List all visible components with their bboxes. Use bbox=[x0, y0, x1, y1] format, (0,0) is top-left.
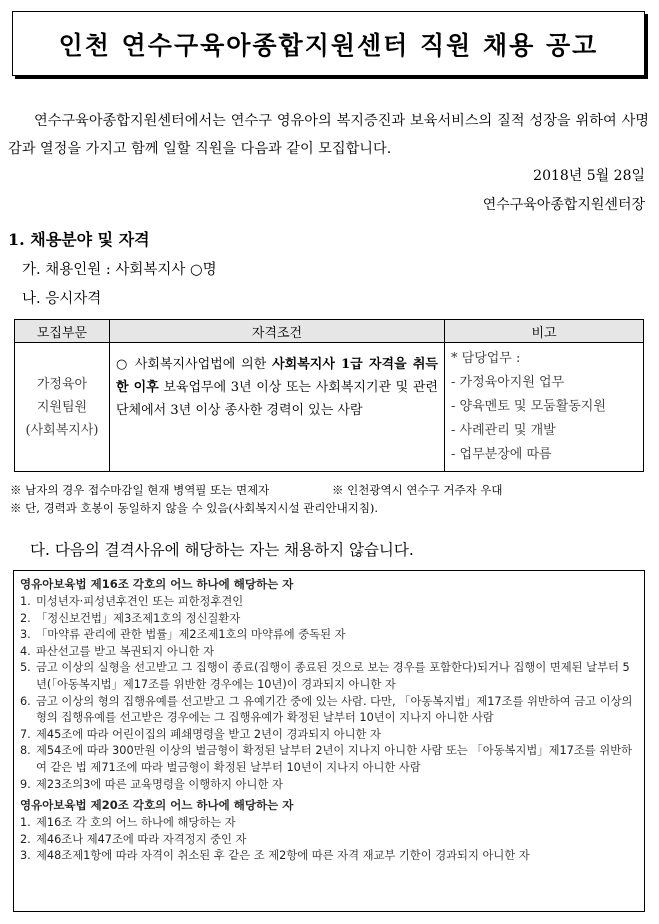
remark-line: - 가정육아지원 업무 bbox=[451, 375, 565, 390]
list-item-number: 1. bbox=[20, 816, 31, 830]
condition-pre: ○ 사회복지사업법에 의한 bbox=[116, 357, 273, 372]
list-item bbox=[20, 832, 636, 849]
remarks-cell bbox=[445, 343, 644, 472]
list-item bbox=[20, 727, 636, 744]
list-item bbox=[20, 743, 636, 776]
list-item-number: 2. bbox=[20, 832, 31, 846]
note-military: ※ 남자의 경우 접수마감일 현재 병역필 또는 면제자 bbox=[10, 483, 270, 497]
law20-heading: 영유아보육법 제20조 각호의 어느 하나에 해당하는 자 bbox=[20, 798, 294, 813]
dept-line: 가정육아 bbox=[36, 376, 88, 392]
list-item-text: 「정신보건법」제3조제1호의 정신질환자 bbox=[36, 611, 241, 625]
recruit-count: 가. 채용인원 : 사회복지사 ○명 bbox=[22, 262, 217, 278]
intro-paragraph: 연수구육아종합지원센터에서는 연수구 영유아의 복지증진과 보육서비스의 질적 성장을 위하여 사명감과 열정을 가지고 함께 일할 직원을 다음과 같이 모집합니다. bbox=[8, 113, 649, 157]
list-item bbox=[20, 848, 636, 865]
notice-date: 2018년 5월 28일 bbox=[533, 168, 645, 184]
dept-cell bbox=[15, 343, 110, 472]
list-item-text: 제46조나 제47조에 따라 자격정지 중인 자 bbox=[36, 832, 247, 846]
title-box bbox=[12, 11, 645, 76]
list-item bbox=[20, 594, 636, 611]
list-item-text: 미성년자·피성년후견인 또는 피한정후견인 bbox=[36, 595, 244, 608]
list-item bbox=[20, 627, 636, 644]
disqualification-box bbox=[13, 570, 645, 912]
list-item-number: 9. bbox=[20, 777, 31, 791]
law16-heading: 영유아보육법 제16조 각호의 어느 하나에 해당하는 자 bbox=[20, 577, 294, 591]
list-item bbox=[20, 611, 636, 628]
list-item bbox=[20, 694, 636, 727]
table-header: 비고 bbox=[445, 320, 644, 343]
note-residency: ※ 인천광역시 연수구 거주자 우대 bbox=[332, 483, 503, 497]
remark-line: * 담당업무 : bbox=[451, 351, 521, 366]
condition-cell bbox=[110, 343, 445, 472]
list-item-number: 3. bbox=[20, 628, 31, 642]
list-item-text: 금고 이상의 실형을 선고받고 그 집행이 종료(집행이 종료된 것으로 보는 경우를 포함한다)되거나 집행이 면제된 날부터 5년(「아동복지법」제17조를 위반한 경우에는 10년)이 경과되지 아니한 자 bbox=[36, 661, 630, 691]
table-header: 자격조건 bbox=[110, 320, 445, 343]
page-title: 인천 연수구육아종합지원센터 직원 채용 공고 bbox=[58, 30, 599, 60]
list-item-text: 금고 이상의 형의 집행유예를 선고받고 그 유예기간 중에 있는 사람. 다만, 「아동복지법」제17조를 위반하여 금고 이상의 형의 집행유예를 선고받은 경우에는 그 집행유예가 확정된 날부터 10년이 지나지 아니한 사람 bbox=[36, 694, 633, 725]
remark-line: - 양육멘토 및 모둠활동지원 bbox=[451, 399, 606, 414]
remark-line: - 업무분장에 따름 bbox=[451, 447, 552, 462]
list-item-text: 파산선고를 받고 복권되지 아니한 자 bbox=[36, 644, 215, 658]
list-item-text: 제54조에 따라 300만원 이상의 벌금형이 확정된 날부터 2년이 지나지 아니한 사람 또는 「아동복지법」제17조를 위반하여 같은 법 제71조에 따라 벌금형이 확정된 날부터 10년이 지나지 아니한 사람 bbox=[36, 744, 633, 774]
table-header: 모집부문 bbox=[15, 320, 110, 343]
issuing-organization: 연수구육아종합지원센터장 bbox=[482, 197, 645, 213]
list-item-number: 2. bbox=[20, 611, 31, 625]
list-item-text: 제23조의3에 따른 교육명령을 이행하지 아니한 자 bbox=[36, 777, 283, 791]
note-career: ※ 단, 경력과 호봉이 동일하지 않을 수 있음(사회복지시설 관리안내지침). bbox=[10, 501, 379, 515]
list-item-text: 제48조제1항에 따라 자격이 취소된 후 같은 조 제2항에 따른 자격 재교부 기한이 경과되지 아니한 자 bbox=[36, 849, 530, 863]
list-item-text: 「마약류 관리에 관한 법률」제2조제1호의 마약류에 중독된 자 bbox=[36, 628, 346, 642]
list-item-text: 제16조 각 호의 어느 하나에 해당하는 자 bbox=[36, 816, 236, 830]
list-item bbox=[20, 777, 636, 794]
condition-post: 보육업무에 3년 이상 또는 사회복지기관 및 관련단체에서 3년 이상 종사한 경력이 있는 사람 bbox=[116, 380, 438, 418]
list-item-number: 6. bbox=[20, 694, 31, 708]
disqualification-heading: 다. 다음의 결격사유에 해당하는 자는 채용하지 않습니다. bbox=[30, 541, 414, 559]
dept-line: (사회복지사) bbox=[25, 422, 99, 438]
section-1-heading: 1. 채용분야 및 자격 bbox=[8, 230, 150, 249]
law20-list bbox=[14, 815, 644, 865]
list-item-text: 제45조에 따라 어린이집의 폐쇄명령을 받고 2년이 경과되지 아니한 자 bbox=[36, 727, 381, 741]
list-item bbox=[20, 815, 636, 832]
qualification-heading: 나. 응시자격 bbox=[22, 291, 102, 307]
list-item-number: 3. bbox=[20, 849, 31, 863]
list-item-number: 8. bbox=[20, 744, 31, 758]
list-item-number: 4. bbox=[20, 644, 31, 658]
list-item bbox=[20, 644, 636, 661]
list-item-number: 5. bbox=[20, 661, 31, 675]
law16-list bbox=[14, 594, 644, 793]
condition-bold: 사회복지사 1급 자격을 취득한 이후 bbox=[116, 357, 438, 395]
qualification-table bbox=[14, 319, 644, 472]
dept-line: 지원팀원 bbox=[36, 399, 88, 415]
list-item-number: 1. bbox=[20, 595, 31, 608]
list-item-number: 7. bbox=[20, 727, 31, 741]
list-item bbox=[20, 660, 636, 693]
remark-line: - 사례관리 및 개발 bbox=[451, 423, 556, 438]
